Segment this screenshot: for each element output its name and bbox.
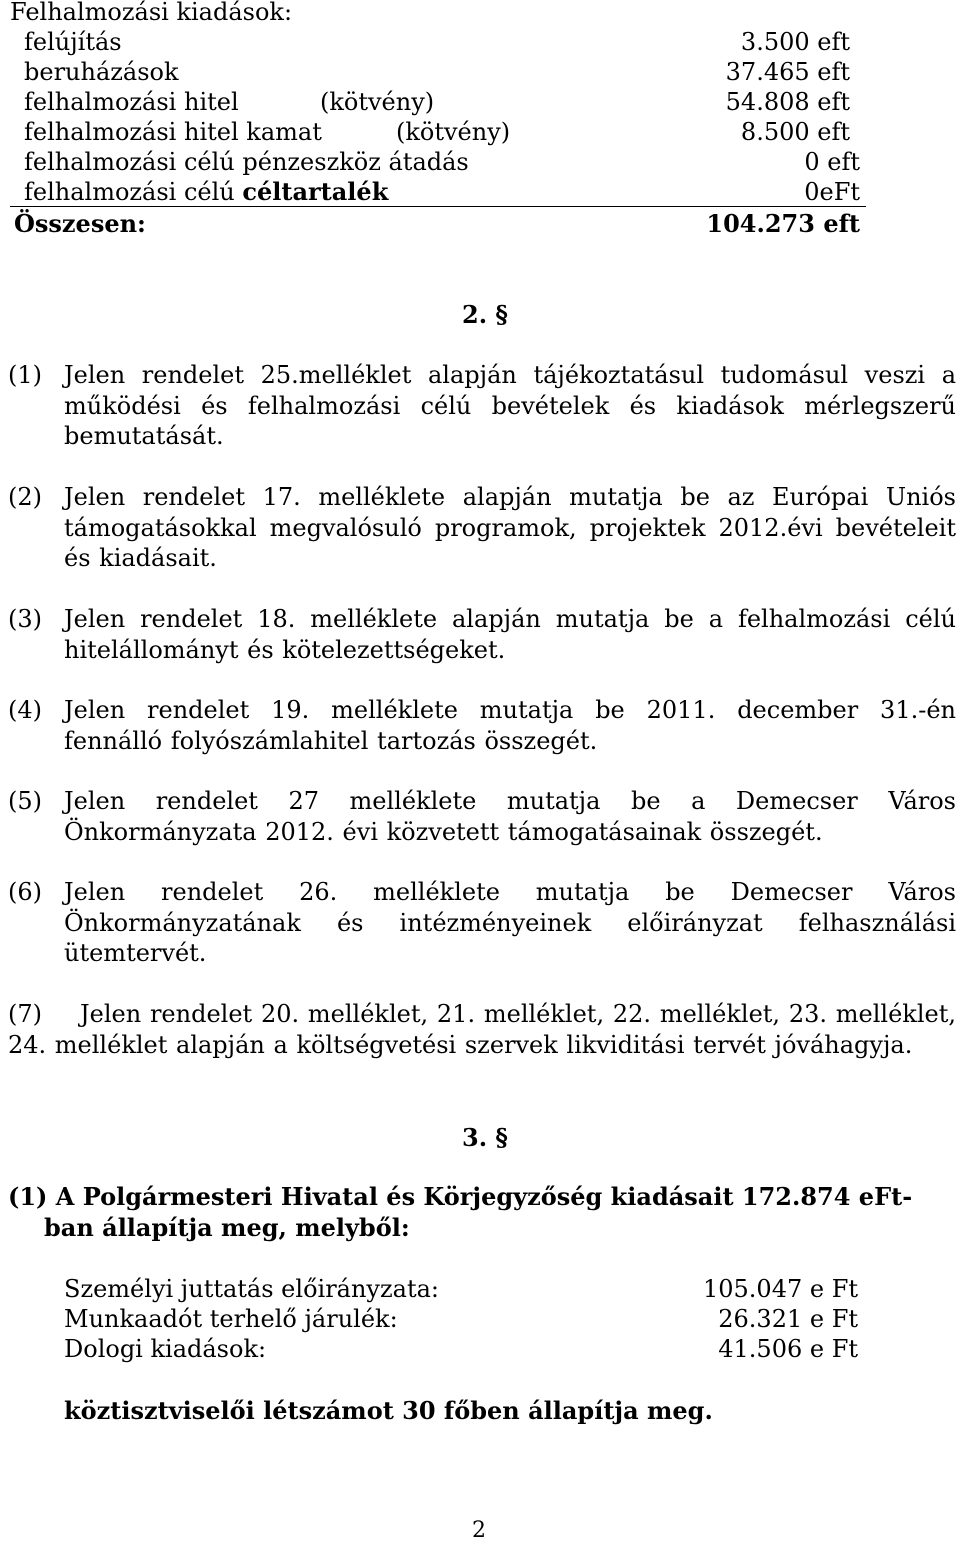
total-label: Összesen:: [14, 209, 146, 238]
item-number: (2): [8, 483, 42, 511]
budget-value: 26.321 e Ft: [718, 1305, 858, 1333]
item-text: Jelen rendelet 25.melléklet alapján tájékoztatásul tudomásul veszi a működési és felhalmozási célú bevételek és kiadások mérlegszerű bemutatását.: [64, 361, 956, 450]
section-3-intro-line2: ban állapítja meg, melyből:: [44, 1213, 410, 1242]
expense-label: felhalmozási hitel: [24, 88, 239, 116]
reserve-bold: céltartalék: [242, 177, 389, 206]
expenses-heading: Felhalmozási kiadások:: [10, 0, 293, 26]
page-number: 2: [472, 1518, 486, 1543]
expense-label: felújítás: [24, 28, 122, 56]
expense-label: beruházások: [24, 58, 179, 86]
item-text: Jelen rendelet 18. melléklete alapján mutatja be a felhalmozási célú hitelállományt és kötelezettségeket.: [64, 605, 956, 664]
expense-value: 3.500 eft: [740, 28, 850, 56]
item-number: (1): [8, 361, 42, 389]
reserve-prefix: felhalmozási célú: [24, 178, 243, 206]
expense-value: 0 eft: [804, 148, 860, 176]
expense-label: felhalmozási hitel kamat: [24, 118, 322, 146]
expense-note: (kötvény): [396, 118, 511, 146]
expense-note: (kötvény): [320, 88, 435, 116]
section-3-intro-line1: (1) A Polgármesteri Hivatal és Körjegyzőség kiadásait 172.874 eFt-: [8, 1182, 913, 1211]
item-text-hanging: [8, 999, 956, 1060]
budget-value: 105.047 e Ft: [702, 1275, 858, 1303]
budget-label: Dologi kiadások:: [64, 1335, 267, 1363]
expense-value: 54.808 eft: [725, 88, 850, 116]
item-text: Jelen rendelet 26. melléklete mutatja be Demecser Város Önkormányzatának és intézményeinek előirányzat felhasználási ütemtervét.: [64, 878, 956, 967]
staff-statement: köztisztviselői létszámot 30 főben állapítja meg.: [64, 1396, 713, 1425]
total-value: 104.273 eft: [706, 209, 860, 238]
expense-label: felhalmozási célú pénzeszköz átadás: [24, 148, 469, 176]
budget-label: Munkaadót terhelő járulék:: [64, 1305, 398, 1333]
item-text: Jelen rendelet 20. melléklet, 21. melléklet, 22. melléklet, 23. melléklet, 24. melléklet alapján a költségvetési szervek likviditási tervét jóváhagyja.: [8, 1000, 956, 1059]
item-text: Jelen rendelet 17. melléklete alapján mutatja be az Európai Uniós támogatásokkal megvalósuló programok, projektek 2012.évi bevételeit és kiadásait.: [64, 483, 956, 572]
item-number: (6): [8, 878, 42, 906]
item-number: (5): [8, 787, 42, 815]
total-rule: [10, 206, 866, 207]
item-text: Jelen rendelet 19. melléklete mutatja be 2011. december 31.-én fennálló folyószámlahitel tartozás összegét.: [64, 696, 956, 755]
expense-label-reserve: [24, 177, 388, 207]
budget-value: 41.506 e Ft: [718, 1335, 858, 1363]
budget-label: Személyi juttatás előirányzata:: [64, 1275, 439, 1303]
item-text: Jelen rendelet 27 melléklete mutatja be a Demecser Város Önkormányzata 2012. évi közvetett támogatásainak összegét.: [64, 787, 956, 846]
expense-value: 0eFt: [804, 178, 860, 206]
item-number: (3): [8, 605, 42, 633]
item-number: (4): [8, 696, 42, 724]
expense-value: 37.465 eft: [725, 58, 850, 86]
section-3-heading: 3. §: [462, 1123, 508, 1152]
section-2-heading: 2. §: [462, 300, 508, 329]
expense-value: 8.500 eft: [740, 118, 850, 146]
item-number: (7): [8, 1000, 42, 1028]
